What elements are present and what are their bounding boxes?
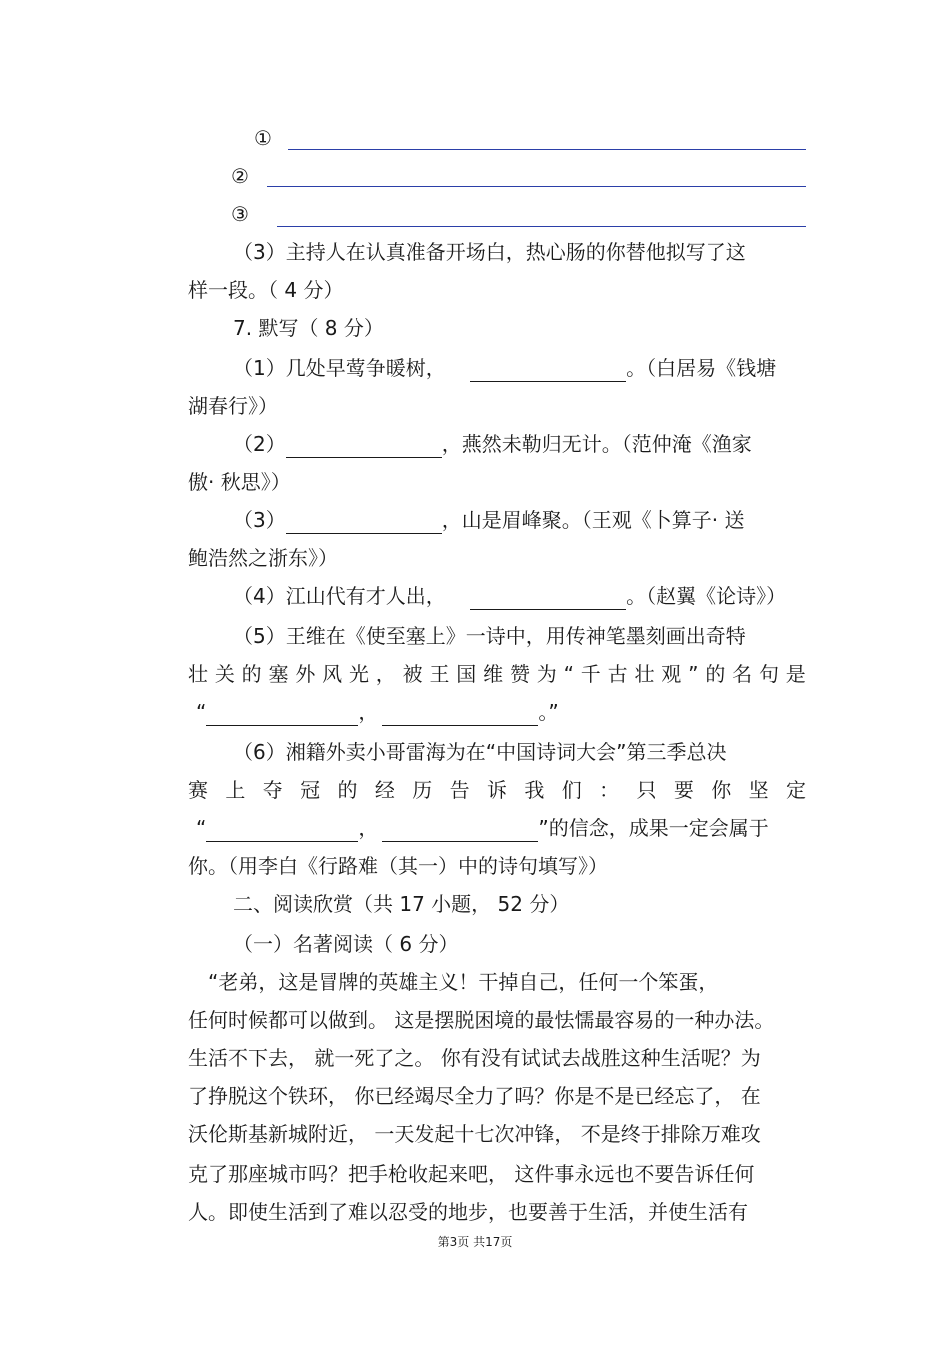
char: 你	[711, 778, 732, 802]
char: ，	[375, 662, 396, 686]
char: 要	[673, 778, 694, 802]
comma: ，	[358, 816, 379, 840]
char: 壮	[188, 662, 208, 686]
char: 坚	[748, 778, 769, 802]
answer-line-1[interactable]	[288, 149, 806, 150]
char: 冠	[300, 778, 321, 802]
passage-line: 了挣脱这个铁环， 你已经竭尽全力了吗？你是不是已经忘了， 在	[188, 1084, 761, 1108]
char: 是	[785, 662, 806, 686]
section-2-title: 二、阅读欣赏（共 17 小题， 52 分）	[233, 892, 570, 916]
char: 被	[402, 662, 423, 686]
q7-item-2-source: ，燕然未勒归无计。（范仲淹《渔家	[441, 432, 752, 456]
char: ”	[688, 662, 699, 686]
char: 夺	[262, 778, 283, 802]
char: 风	[322, 662, 343, 686]
char: 句	[758, 662, 779, 686]
q7-item-2-cont: 傲· 秋思》）	[188, 470, 291, 494]
char: 赞	[509, 662, 530, 686]
q7-item-1-cont: 湖春行》）	[188, 394, 278, 418]
char: 国	[456, 662, 477, 686]
q7-item-6-blanks	[196, 814, 769, 842]
q7-item-3-source: ，山是眉峰聚。（王观《卜算子· 送	[441, 508, 745, 532]
passage-line: 人。即使生活到了难以忍受的地步，也要善于生活，并使生活有	[188, 1200, 748, 1224]
char: 外	[295, 662, 316, 686]
answer-marker-3: ③	[231, 202, 249, 226]
fill-blank[interactable]	[286, 511, 442, 534]
fill-blank[interactable]	[382, 819, 538, 842]
answer-marker-2: ②	[231, 164, 249, 188]
passage-line: 沃伦斯基新城附近， 一天发起十七次冲锋， 不是终于排除万难攻	[188, 1122, 761, 1146]
q7-item-3	[233, 506, 744, 534]
char: 千	[580, 662, 601, 686]
fill-blank[interactable]	[206, 703, 358, 726]
q3-line-1: （3）主持人在认真准备开场白，热心肠的你替他拟写了这	[233, 240, 746, 264]
passage-line: “老弟，这是冒牌的英雄主义！干掉自己，任何一个笨蛋，	[208, 970, 719, 994]
q7-item-6: （6）湘籍外卖小哥雷海为在“中国诗词大会”第三季总决	[233, 740, 727, 764]
char: 维	[483, 662, 504, 686]
answer-marker-1: ①	[254, 126, 272, 150]
passage-line: 克了那座城市吗？把手枪收起来吧， 这件事永远也不要告诉任何	[188, 1162, 755, 1186]
fill-blank[interactable]	[382, 703, 538, 726]
q7-item-1	[233, 354, 776, 382]
char: 的	[241, 662, 262, 686]
char: 历	[412, 778, 433, 802]
passage-line: 生活不下去， 就一死了之。 你有没有试试去战胜这种生活呢？为	[188, 1046, 761, 1070]
q7-item-5-blanks	[196, 698, 559, 726]
q7-item-5: （5）王维在《使至塞上》一诗中，用传神笔墨刻画出奇特	[233, 624, 746, 648]
char: 只	[636, 778, 657, 802]
char: 诉	[487, 778, 507, 802]
q7-item-3-text: （3）	[233, 508, 286, 532]
q7-item-4-source: 。（赵翼《论诗》）	[626, 584, 787, 608]
answer-line-2[interactable]	[267, 186, 806, 187]
q7-item-1-text: （1）几处早莺争暖树，	[233, 356, 446, 380]
page-footer: 第3页 共17页	[437, 1235, 513, 1249]
fill-blank[interactable]	[206, 819, 358, 842]
char: 的	[337, 778, 358, 802]
char: 赛	[188, 778, 208, 802]
q7-title: 7. 默写（ 8 分）	[233, 316, 384, 340]
answer-line-3[interactable]	[277, 226, 806, 227]
char: 我	[524, 778, 545, 802]
q7-item-3-cont: 鲍浩然之浙东》）	[188, 546, 338, 570]
q7-item-4-text: （4）江山代有才人出，	[233, 584, 446, 608]
char: 定	[786, 778, 806, 802]
q3-line-2: 样一段。（ 4 分）	[188, 278, 344, 302]
char: “	[563, 662, 574, 686]
q7-item-6-cont: 你。（用李白《行路难（其一）中的诗句填写》）	[188, 854, 608, 878]
q7-item-1-source: 。（白居易《钱塘	[626, 356, 777, 380]
fill-blank[interactable]	[470, 359, 626, 382]
q7-item-4	[233, 582, 786, 610]
char: 壮	[634, 662, 655, 686]
open-quote: “	[196, 700, 207, 724]
char: 的	[705, 662, 726, 686]
char: 关	[214, 662, 235, 686]
char: ：	[599, 778, 620, 802]
char: 告	[449, 778, 470, 802]
passage-line: 任何时候都可以做到。 这是摆脱困境的最怯懦最容易的一种办法。	[188, 1008, 775, 1032]
q7-item-6-justified	[188, 776, 806, 804]
close-quote-rest: ”的信念，成果一定会属于	[538, 816, 769, 840]
char: 王	[429, 662, 450, 686]
char: 经	[374, 778, 395, 802]
open-quote: “	[196, 816, 207, 840]
char: 上	[225, 778, 246, 802]
char: 光	[348, 662, 369, 686]
char: 古	[607, 662, 628, 686]
q7-item-2-text: （2）	[233, 432, 286, 456]
q7-item-5-justified	[188, 660, 806, 688]
section-2-sub-1: （一）名著阅读（ 6 分）	[233, 932, 459, 956]
fill-blank[interactable]	[286, 435, 442, 458]
char: 名	[732, 662, 753, 686]
q7-item-2	[233, 430, 752, 458]
fill-blank[interactable]	[470, 587, 626, 610]
close-quote: 。”	[538, 700, 559, 724]
char: 们	[561, 778, 582, 802]
comma: ，	[358, 700, 379, 724]
char: 为	[536, 662, 557, 686]
char: 塞	[268, 662, 289, 686]
char: 观	[661, 662, 682, 686]
